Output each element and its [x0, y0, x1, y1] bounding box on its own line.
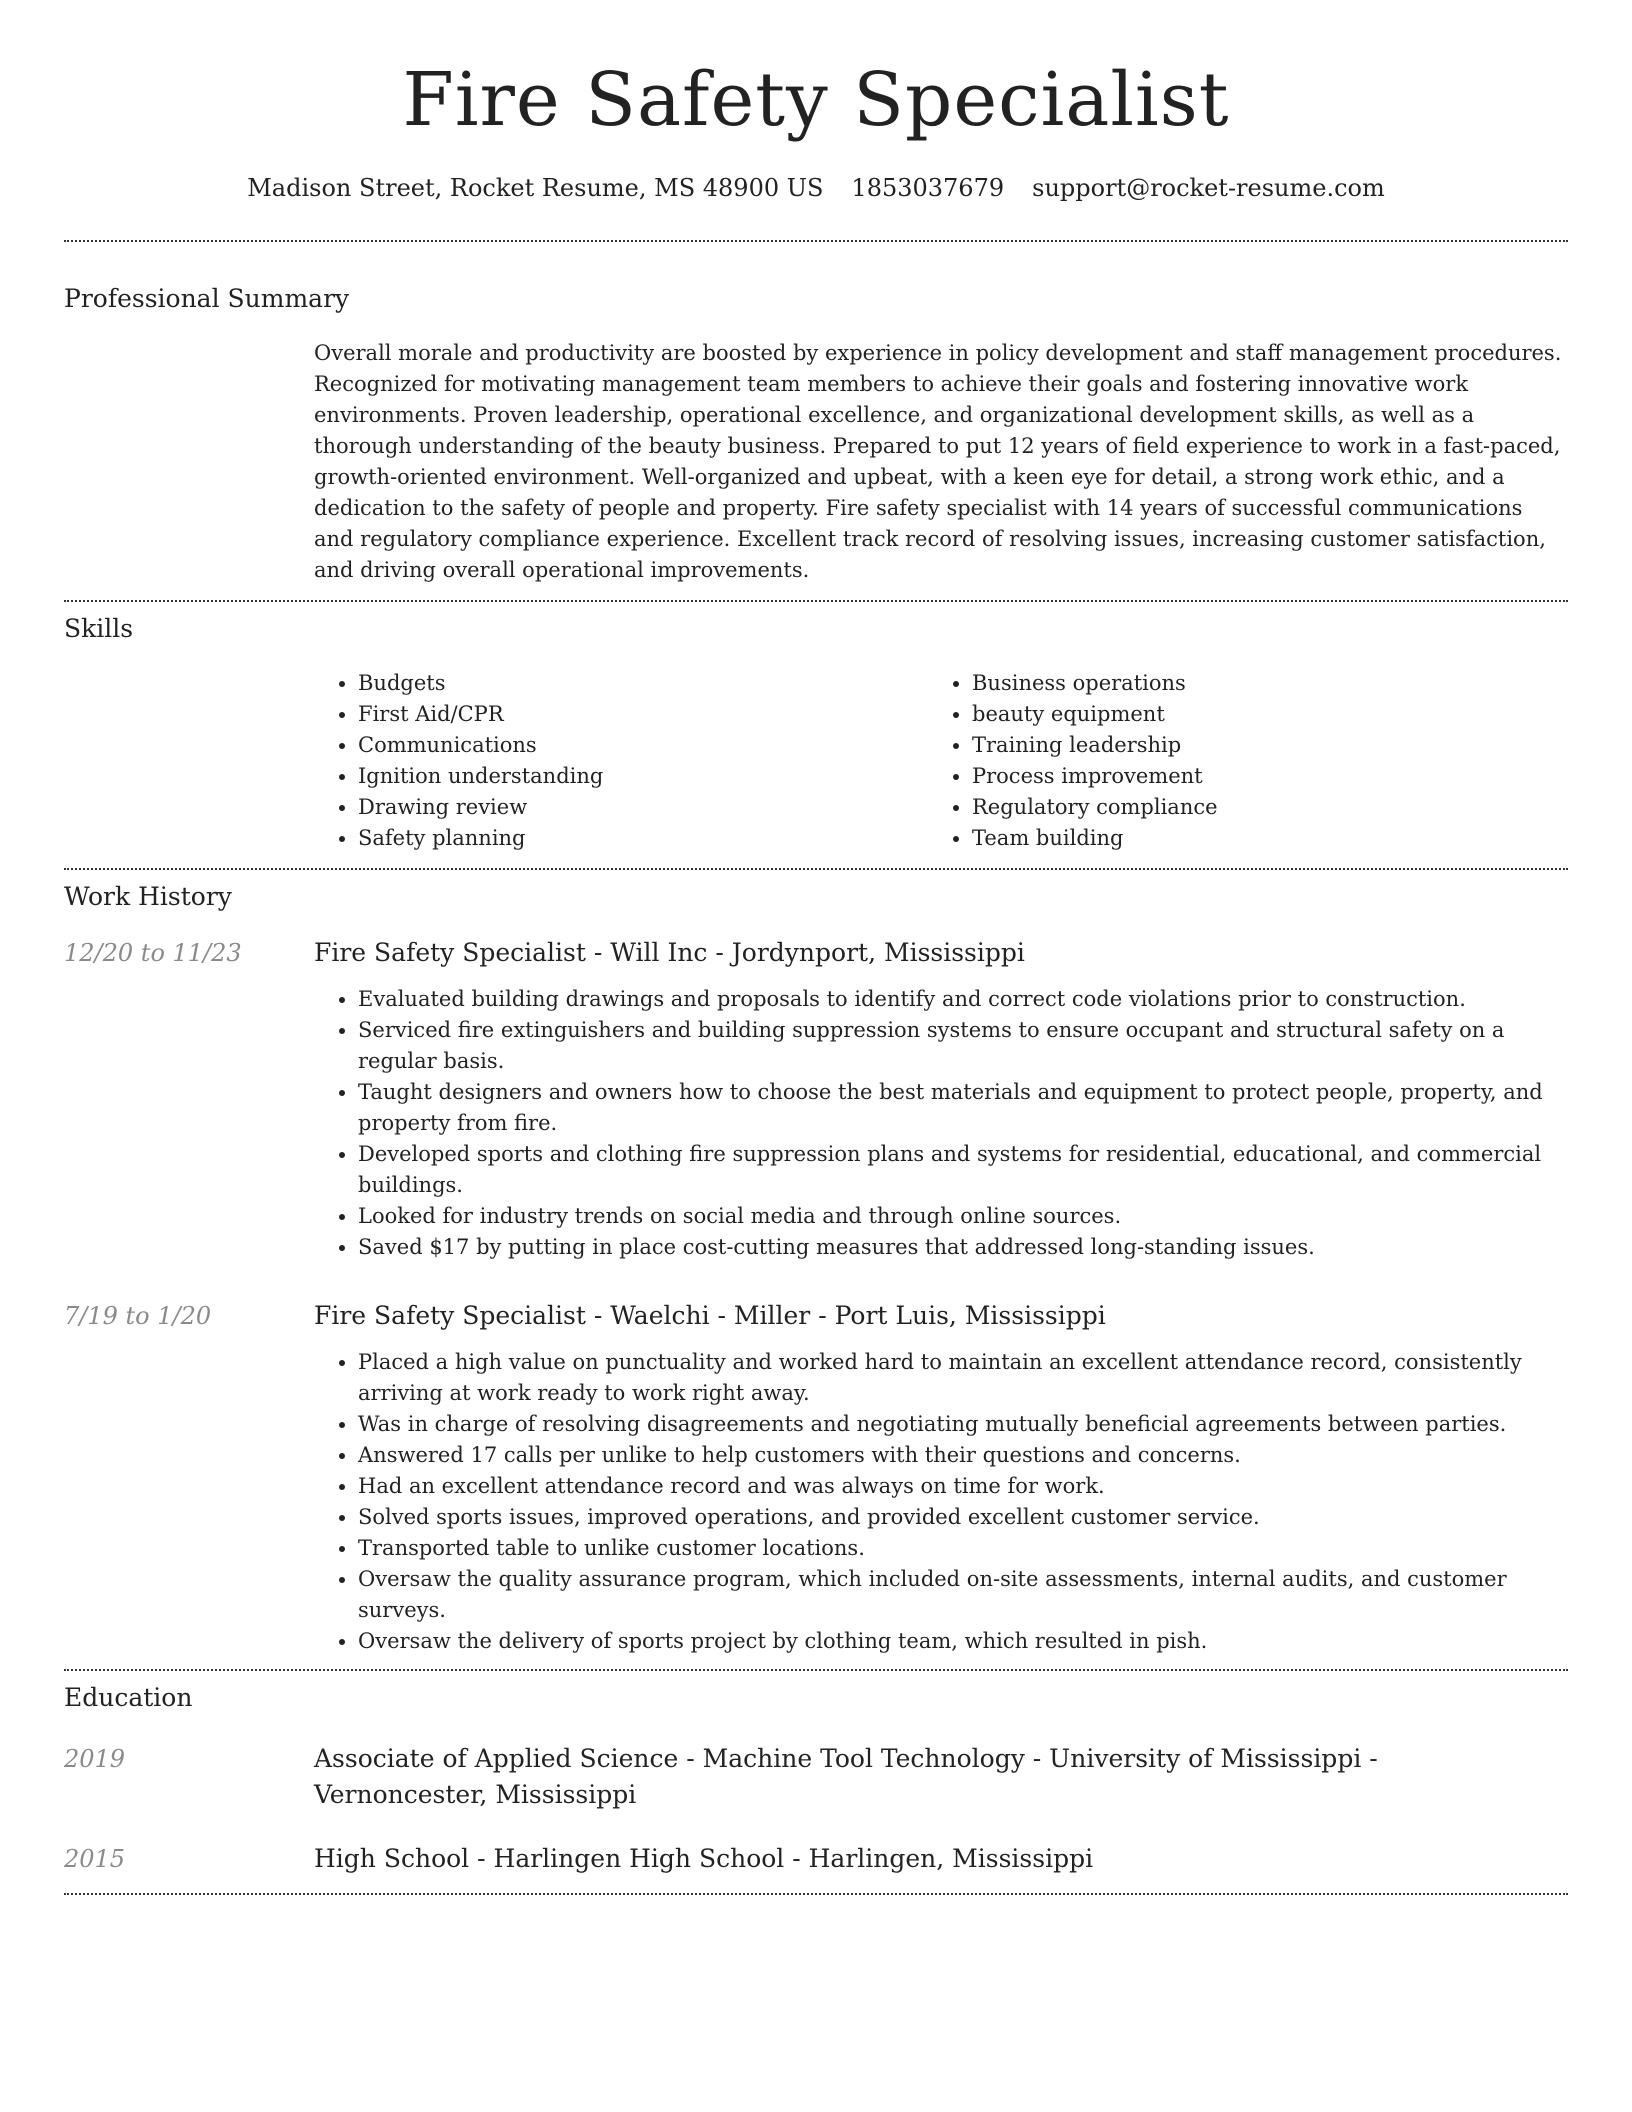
job-dates: 12/20 to 11/23	[64, 939, 242, 967]
section-divider	[64, 240, 1568, 242]
education-section	[64, 1681, 1568, 1893]
skill-item: • Training leadership	[972, 730, 1542, 761]
job-bullet: • Saved $17 by putting in place cost-cutting measures that addressed long-standing issues.	[358, 1232, 1568, 1263]
job-header	[64, 936, 1568, 970]
education-heading: Education	[64, 1683, 193, 1712]
job-bullet: • Was in charge of resolving disagreements and negotiating mutually beneficial agreements between parties.	[358, 1409, 1568, 1440]
skill-item: • Budgets	[358, 668, 928, 699]
job-bullet: • Had an excellent attendance record and was always on time for work.	[358, 1471, 1568, 1502]
skill-item: • beauty equipment	[972, 699, 1542, 730]
job-dates: 7/19 to 1/20	[64, 1302, 212, 1330]
resume-name: Fire Safety Specialist	[402, 57, 1230, 143]
section-divider	[64, 1669, 1568, 1671]
job-bullet: • Evaluated building drawings and proposals to identify and correct code violations prior to construction.	[358, 984, 1568, 1015]
job-bullets	[314, 1347, 1568, 1657]
section-divider	[64, 1893, 1568, 1895]
skill-item: • Regulatory compliance	[972, 792, 1542, 823]
education-entry	[64, 1741, 1568, 1813]
skill-item: • Ignition understanding	[358, 761, 928, 792]
job-title: Fire Safety Specialist - Will Inc - Jordynport, Mississippi	[314, 938, 1025, 967]
job-bullet: • Oversaw the delivery of sports project by clothing team, which resulted in pish.	[358, 1626, 1568, 1657]
skill-item: • First Aid/CPR	[358, 699, 928, 730]
skill-item: • Safety planning	[358, 823, 928, 854]
skills-list-right	[928, 668, 1542, 854]
job-bullet: • Solved sports issues, improved operations, and provided excellent customer service.	[358, 1502, 1568, 1533]
job-bullet: • Oversaw the quality assurance program, which included on-site assessments, internal audits, and customer surveys.	[358, 1564, 1568, 1626]
education-entry	[64, 1841, 1568, 1877]
skill-item: • Business operations	[972, 668, 1542, 699]
skills-columns	[314, 668, 1568, 854]
skills-heading: Skills	[64, 614, 134, 643]
education-year: 2015	[64, 1845, 126, 1873]
skills-list-left	[314, 668, 928, 854]
job-bullets	[314, 984, 1568, 1263]
skill-item: • Communications	[358, 730, 928, 761]
job-bullet: • Taught designers and owners how to choose the best materials and equipment to protect people, property, and property from fire.	[358, 1077, 1568, 1139]
work-history-heading: Work History	[64, 882, 232, 911]
education-text: High School - Harlingen High School - Harlingen, Mississippi	[314, 1844, 1094, 1873]
job-bullet: • Serviced fire extinguishers and building suppression systems to ensure occupant and structural safety on a regular basis.	[358, 1015, 1568, 1077]
skill-item: • Process improvement	[972, 761, 1542, 792]
job-bullet: • Looked for industry trends on social media and through online sources.	[358, 1201, 1568, 1232]
job-bullet: • Answered 17 calls per unlike to help customers with their questions and concerns.	[358, 1440, 1568, 1471]
job-entry	[64, 936, 1568, 1263]
summary-section	[64, 282, 1568, 586]
section-divider	[64, 600, 1568, 602]
contact-line	[64, 172, 1568, 204]
contact-address: Madison Street, Rocket Resume, MS 48900 US	[247, 174, 824, 202]
work-history-section	[64, 880, 1568, 1669]
job-bullet: • Developed sports and clothing fire suppression plans and systems for residential, educational, and commercial buildings.	[358, 1139, 1568, 1201]
contact-email: support@rocket-resume.com	[1032, 174, 1385, 202]
skill-item: • Drawing review	[358, 792, 928, 823]
contact-phone: 1853037679	[851, 174, 1005, 202]
skills-section	[64, 612, 1568, 854]
summary-heading: Professional Summary	[64, 284, 350, 313]
job-header	[64, 1299, 1568, 1333]
skill-item: • Team building	[972, 823, 1542, 854]
section-divider	[64, 868, 1568, 870]
education-text: Associate of Applied Science - Machine Tool Technology - University of Mississippi - Vernoncester, Mississippi	[314, 1744, 1378, 1809]
spacer	[64, 1657, 1568, 1669]
education-year: 2019	[64, 1745, 126, 1773]
job-bullet: • Transported table to unlike customer locations.	[358, 1533, 1568, 1564]
summary-text: Overall morale and productivity are boosted by experience in policy development and staff management procedures. Recognized for motivating management team members to achieve their goals and fostering innovative work environments. Proven leadership, operational excellence, and organizational development skills, as well as a thorough understanding of the beauty business. Prepared to put 12 years of field experience to work in a fast-paced, growth-oriented environment. Well-organized and upbeat, with a keen eye for detail, a strong work ethic, and a dedication to the safety of people and property. Fire safety specialist with 14 years of successful communications and regulatory compliance experience. Excellent track record of resolving issues, increasing customer satisfaction, and driving overall operational improvements.	[314, 341, 1562, 582]
spacer	[64, 1877, 1568, 1893]
job-bullet: • Placed a high value on punctuality and worked hard to maintain an excellent attendance record, consistently arriving at work ready to work right away.	[358, 1347, 1568, 1409]
job-title: Fire Safety Specialist - Waelchi - Miller - Port Luis, Mississippi	[314, 1301, 1106, 1330]
job-entry	[64, 1299, 1568, 1657]
